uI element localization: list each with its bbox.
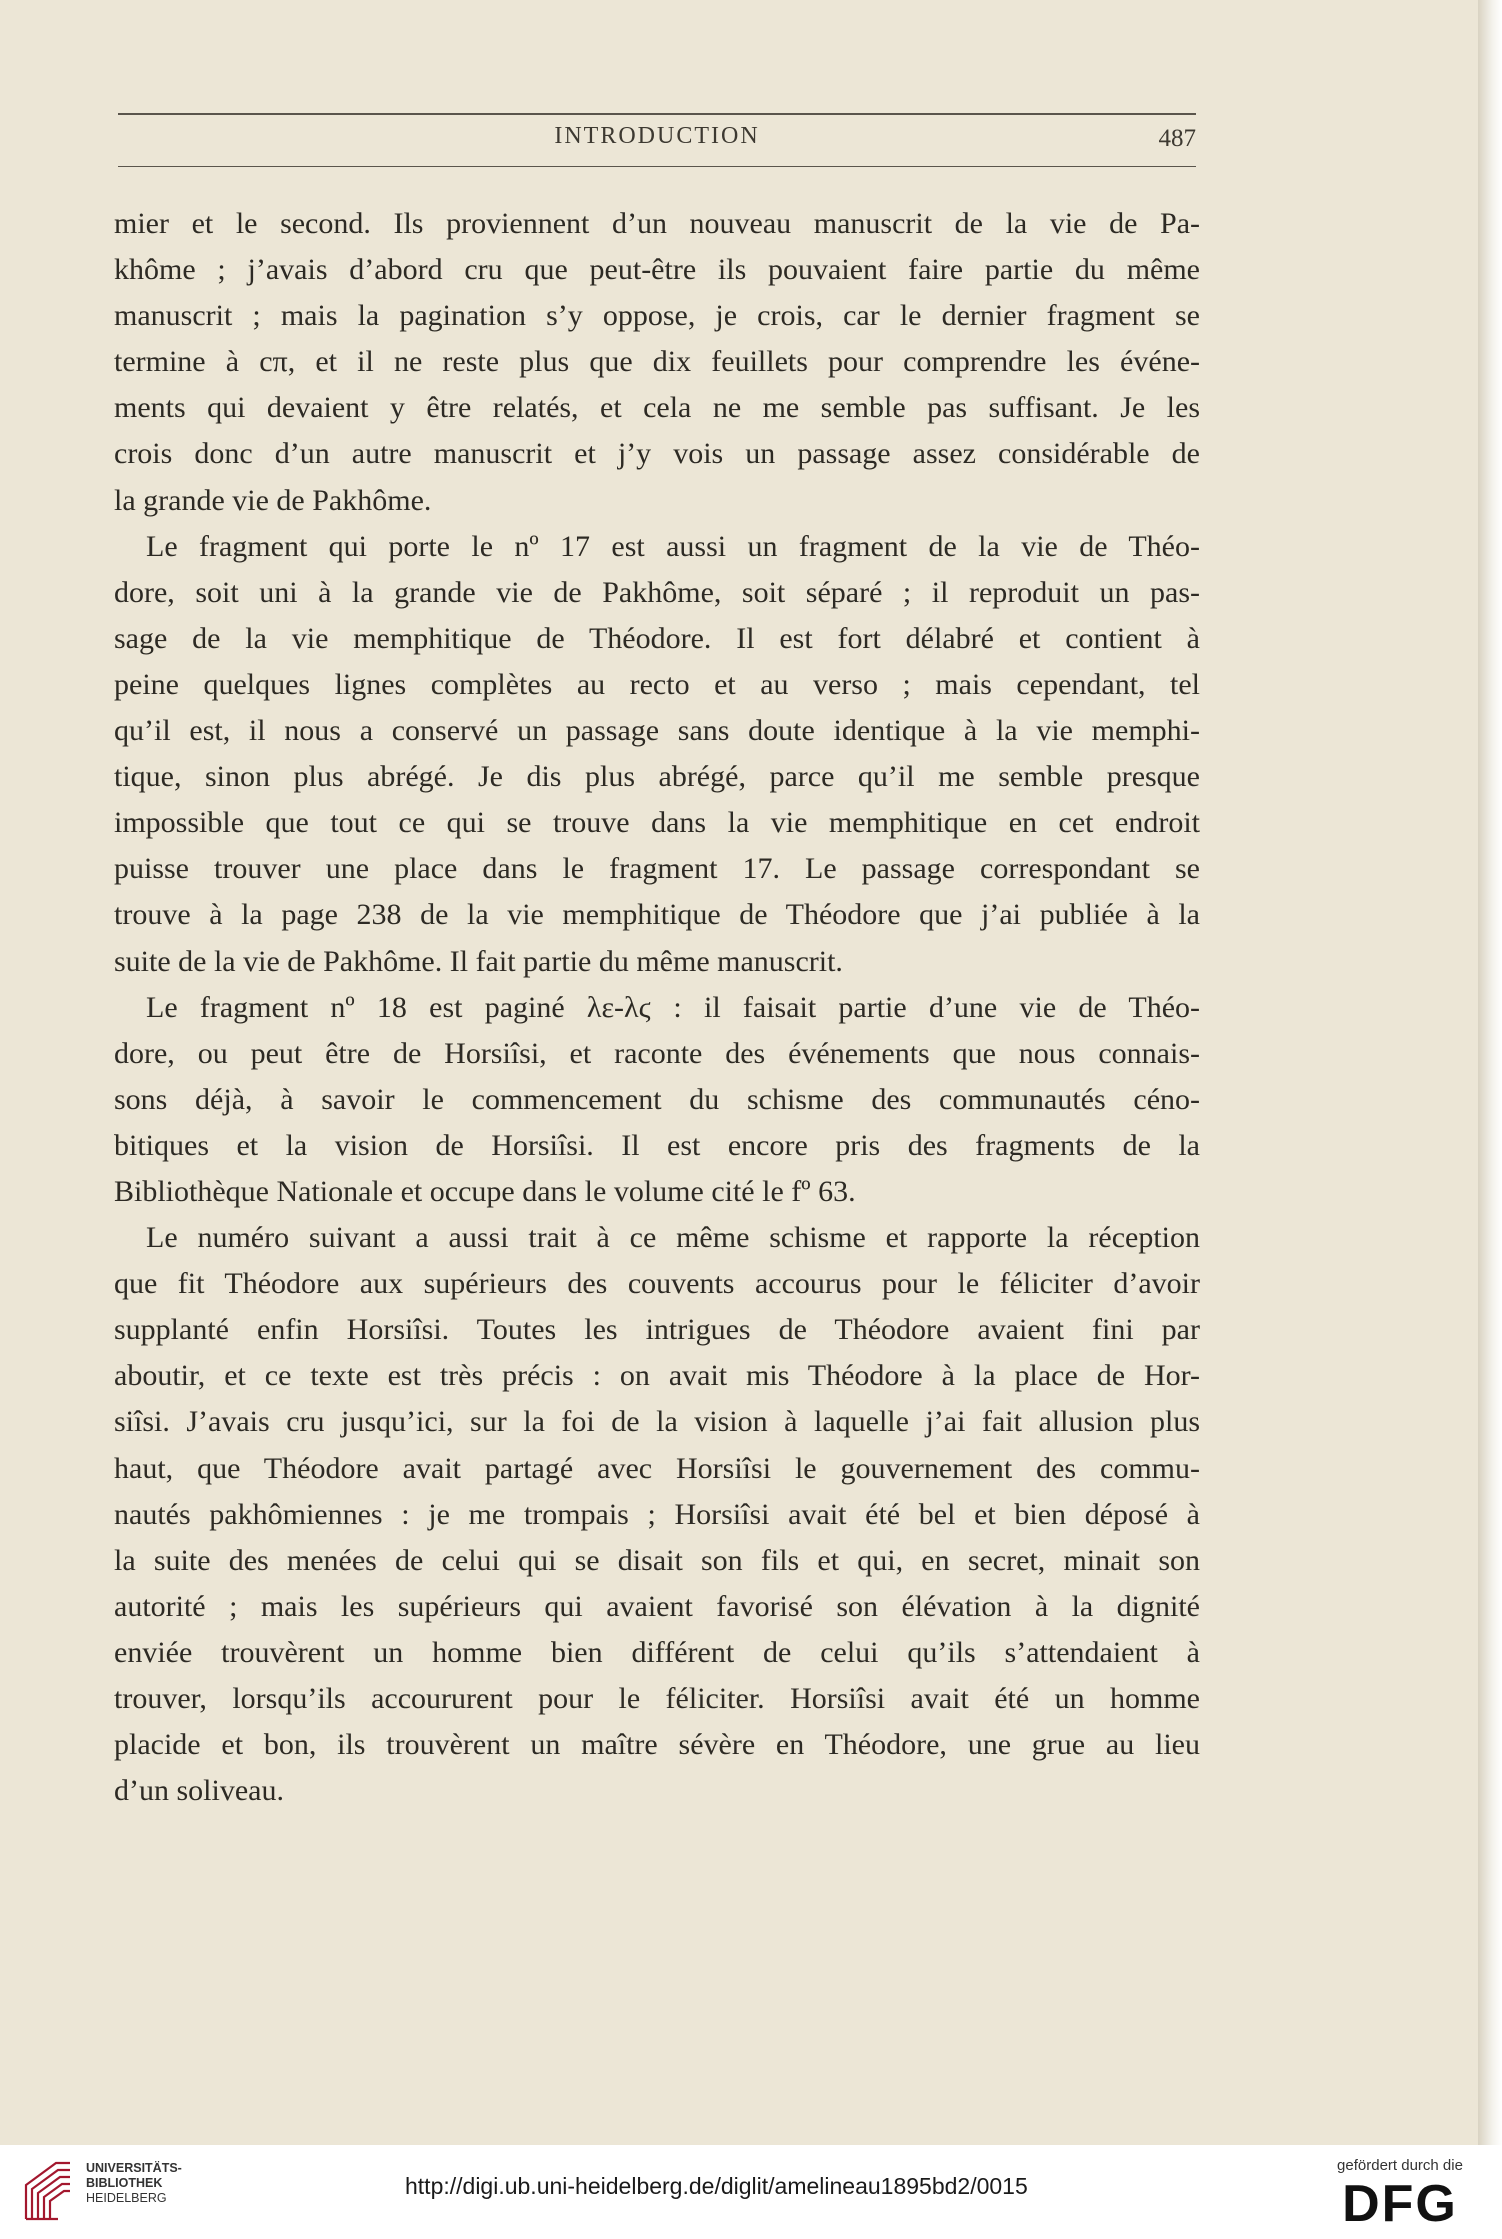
text-line: crois donc d’un autre manuscrit et j’y vois un passage assez considérable de — [114, 437, 1200, 471]
text-line: dore, ou peut être de Horsiîsi, et raconte des événements que nous connais- — [114, 1036, 1200, 1070]
running-header — [118, 123, 1196, 159]
text-line: nautés pakhômiennes : je me trompais ; Horsiîsi avait été bel et bien déposé à — [114, 1497, 1200, 1531]
library-name-line: HEIDELBERG — [86, 2191, 167, 2205]
page-number: 487 — [1158, 125, 1196, 152]
text-line: sons déjà, à savoir le commencement du schisme des communautés céno- — [114, 1082, 1200, 1116]
text-line: Bibliothèque Nationale et occupe dans le volume cité le fº 63. — [114, 1174, 856, 1208]
text-line: la suite des menées de celui qui se disait son fils et qui, en secret, minait son — [114, 1543, 1200, 1577]
body-text — [114, 201, 1200, 1814]
header-rule-top — [118, 113, 1196, 115]
text-line: supplanté enfin Horsiîsi. Toutes les intrigues de Théodore avaient fini par — [114, 1313, 1200, 1347]
running-title: INTRODUCTION — [554, 123, 760, 149]
text-line: puisse trouver une place dans le fragment 17. Le passage correspondant se — [114, 852, 1200, 886]
text-line: Le fragment qui porte le nº 17 est aussi un fragment de la vie de Théo- — [146, 529, 1200, 563]
text-line: enviée trouvèrent un homme bien différent de celui qu’ils s’attendaient à — [114, 1635, 1200, 1669]
text-line: autorité ; mais les supérieurs qui avaient favorisé son élévation à la dignité — [114, 1589, 1200, 1623]
library-logo-icon — [18, 2155, 78, 2227]
funder-text: gefördert durch die — [1337, 2157, 1463, 2174]
text-line: trouver, lorsqu’ils accoururent pour le féliciter. Horsiîsi avait été un homme — [114, 1682, 1200, 1715]
dfg-logo: DFG — [1342, 2175, 1458, 2233]
library-name-line: BIBLIOTHEK — [86, 2176, 163, 2190]
text-line: sage de la vie memphitique de Théodore. Il est fort délabré et contient à — [114, 621, 1200, 655]
header-rule-bottom — [118, 166, 1196, 167]
text-line: dore, soit uni à la grande vie de Pakhôme, soit séparé ; il reproduit un pas- — [114, 575, 1200, 609]
library-name — [86, 2161, 182, 2206]
page-edge — [1478, 0, 1502, 2200]
text-line: que fit Théodore aux supérieurs des couvents accourus pour le féliciter d’avoir — [114, 1267, 1200, 1301]
text-line: ments qui devaient y être relatés, et cela ne me semble pas suffisant. Je les — [114, 391, 1200, 425]
text-line: suite de la vie de Pakhôme. Il fait partie du même manuscrit. — [114, 944, 843, 978]
text-line: Le numéro suivant a aussi trait à ce même schisme et rapporte la réception — [146, 1221, 1200, 1255]
permalink[interactable]: http://digi.ub.uni-heidelberg.de/diglit/amelineau1895bd2/0015 — [405, 2173, 1028, 2199]
text-line: Le fragment nº 18 est paginé λε-λϛ : il faisait partie d’une vie de Théo- — [146, 990, 1200, 1024]
text-line: la grande vie de Pakhôme. — [114, 483, 432, 517]
text-line: d’un soliveau. — [114, 1774, 284, 1808]
text-line: aboutir, et ce texte est très précis : on avait mis Théodore à la place de Hor- — [114, 1359, 1200, 1393]
text-line: khôme ; j’avais d’abord cru que peut-être ils pouvaient faire partie du même — [114, 253, 1200, 287]
text-line: haut, que Théodore avait partagé avec Horsiîsi le gouvernement des commu- — [114, 1451, 1200, 1485]
text-line: qu’il est, il nous a conservé un passage sans doute identique à la vie memphi- — [114, 714, 1200, 748]
text-line: manuscrit ; mais la pagination s’y oppose, je crois, car le dernier fragment se — [114, 299, 1200, 333]
text-line: trouve à la page 238 de la vie memphitique de Théodore que j’ai publiée à la — [114, 898, 1200, 932]
digitization-footer — [0, 2145, 1502, 2239]
text-line: siîsi. J’avais cru jusqu’ici, sur la foi de la vision à laquelle j’ai fait allusion plus — [114, 1405, 1200, 1439]
text-line: mier et le second. Ils proviennent d’un nouveau manuscrit de la vie de Pa- — [114, 207, 1200, 240]
text-line: termine à cπ, et il ne reste plus que dix feuillets pour comprendre les événe- — [114, 345, 1200, 379]
text-line: bitiques et la vision de Horsiîsi. Il est encore pris des fragments de la — [114, 1128, 1200, 1162]
text-line: impossible que tout ce qui se trouve dans la vie memphitique en cet endroit — [114, 806, 1200, 840]
text-line: placide et bon, ils trouvèrent un maître sévère en Théodore, une grue au lieu — [114, 1728, 1200, 1762]
funder — [1320, 2157, 1480, 2232]
library-name-line: UNIVERSITÄTS- — [86, 2161, 182, 2175]
text-line: peine quelques lignes complètes au recto et au verso ; mais cependant, tel — [114, 667, 1200, 701]
text-line: tique, sinon plus abrégé. Je dis plus abrégé, parce qu’il me semble presque — [114, 760, 1200, 794]
